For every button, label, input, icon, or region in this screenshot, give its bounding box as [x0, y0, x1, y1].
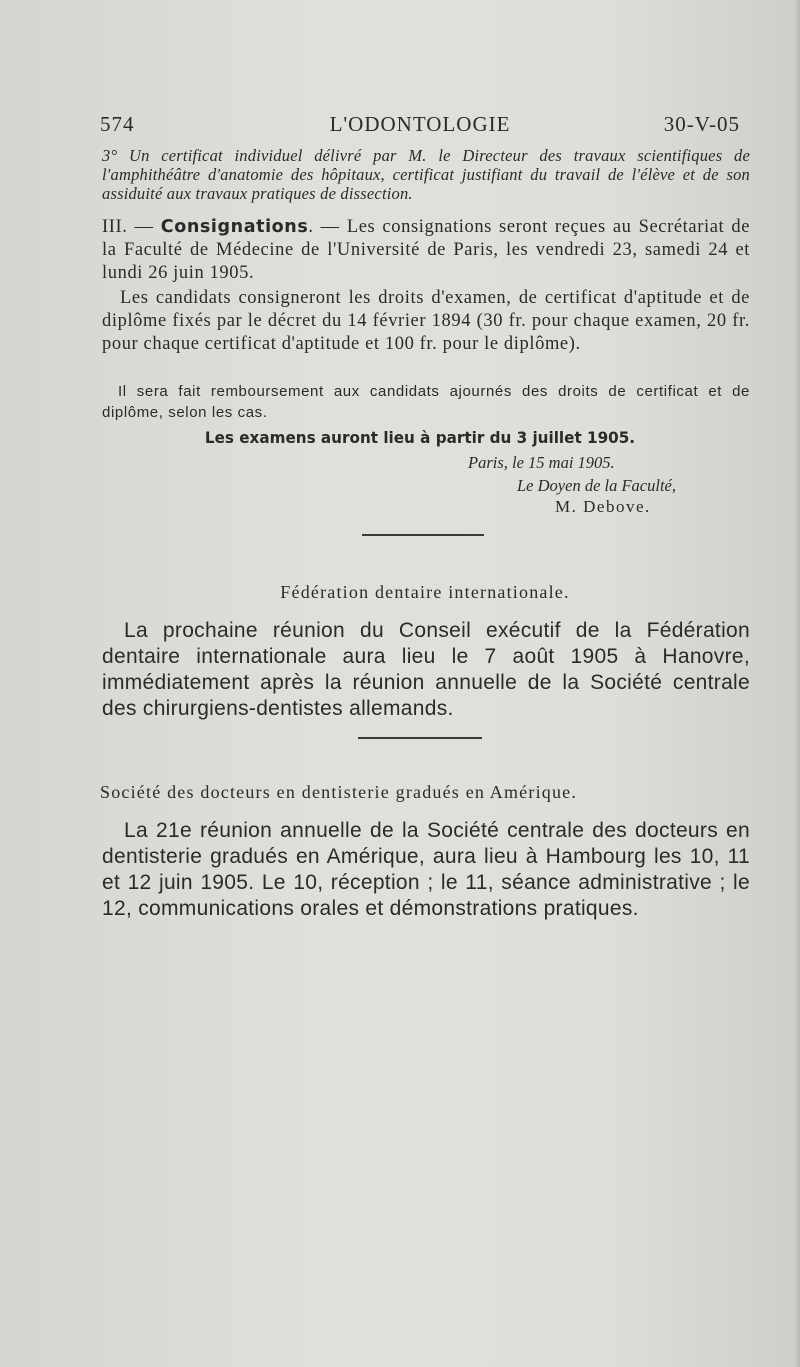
- societe-title: Société des docteurs en dentisterie gradués en Amérique.: [100, 782, 578, 802]
- consignations-text: . — Les consignations seront reçues au Secrétariat de la Faculté de Médecine de l'Université de Paris, les vendredi 23, samedi 24 et lundi 26 juin 1905.: [102, 217, 751, 283]
- page-number: 574: [100, 112, 135, 136]
- exam-notice: Les examens auront lieu à partir du 3 juillet 1905.: [204, 428, 636, 447]
- journal-title: L'ODONTOLOGIE: [329, 112, 511, 136]
- running-header: [100, 112, 740, 140]
- signature-place-date: Paris, le 15 mai 1905.: [468, 453, 615, 472]
- item-3-paragraph: 3° Un certificat individuel délivré par M. le Directeur des travaux scientifiques de l'amphithéâtre d'anatomie des hôpitaux, certificat justifiant du travail de l'élève et de son assiduité aux travaux pratiques de dissection.: [102, 146, 750, 203]
- consignations-heading: Consignations: [160, 217, 309, 237]
- societe-paragraph: La 21e réunion annuelle de la Société centrale des docteurs en dentisterie gradués en Amérique, aura lieu à Hambourg les 10, 11 et 12 juin 1905. Le 10, réception ; le 11, séance administrative ; le 12, communications orales et démonstrations pratiques.: [102, 819, 750, 920]
- signature-name: M. Debove.: [555, 497, 651, 516]
- section-divider: [358, 737, 482, 739]
- section-divider: [362, 534, 484, 536]
- page-edge: [794, 0, 800, 1367]
- federation-title: Fédération dentaire internationale.: [280, 582, 570, 602]
- section-numeral: III. —: [102, 217, 161, 237]
- refund-paragraph: Il sera fait remboursement aux candidats ajournés des droits de certificat et de diplôme, selon les cas.: [102, 383, 750, 421]
- consignations-paragraph: [102, 216, 750, 285]
- signature-title: Le Doyen de la Faculté,: [517, 476, 676, 495]
- issue-date: 30-V-05: [663, 112, 740, 136]
- fees-paragraph: Les candidats consigneront les droits d'examen, de certificat d'aptitude et de diplôme fixés par le décret du 14 février 1894 (30 fr. pour chaque examen, 20 fr. pour chaque certificat d'aptitude et 100 fr. pour le diplôme).: [102, 288, 750, 354]
- federation-paragraph: La prochaine réunion du Conseil exécutif de la Fédération dentaire internationale aura lieu le 7 août 1905 à Hanovre, immédiatement après la réunion annuelle de la Société centrale des chirurgiens-dentistes allemands.: [102, 619, 750, 720]
